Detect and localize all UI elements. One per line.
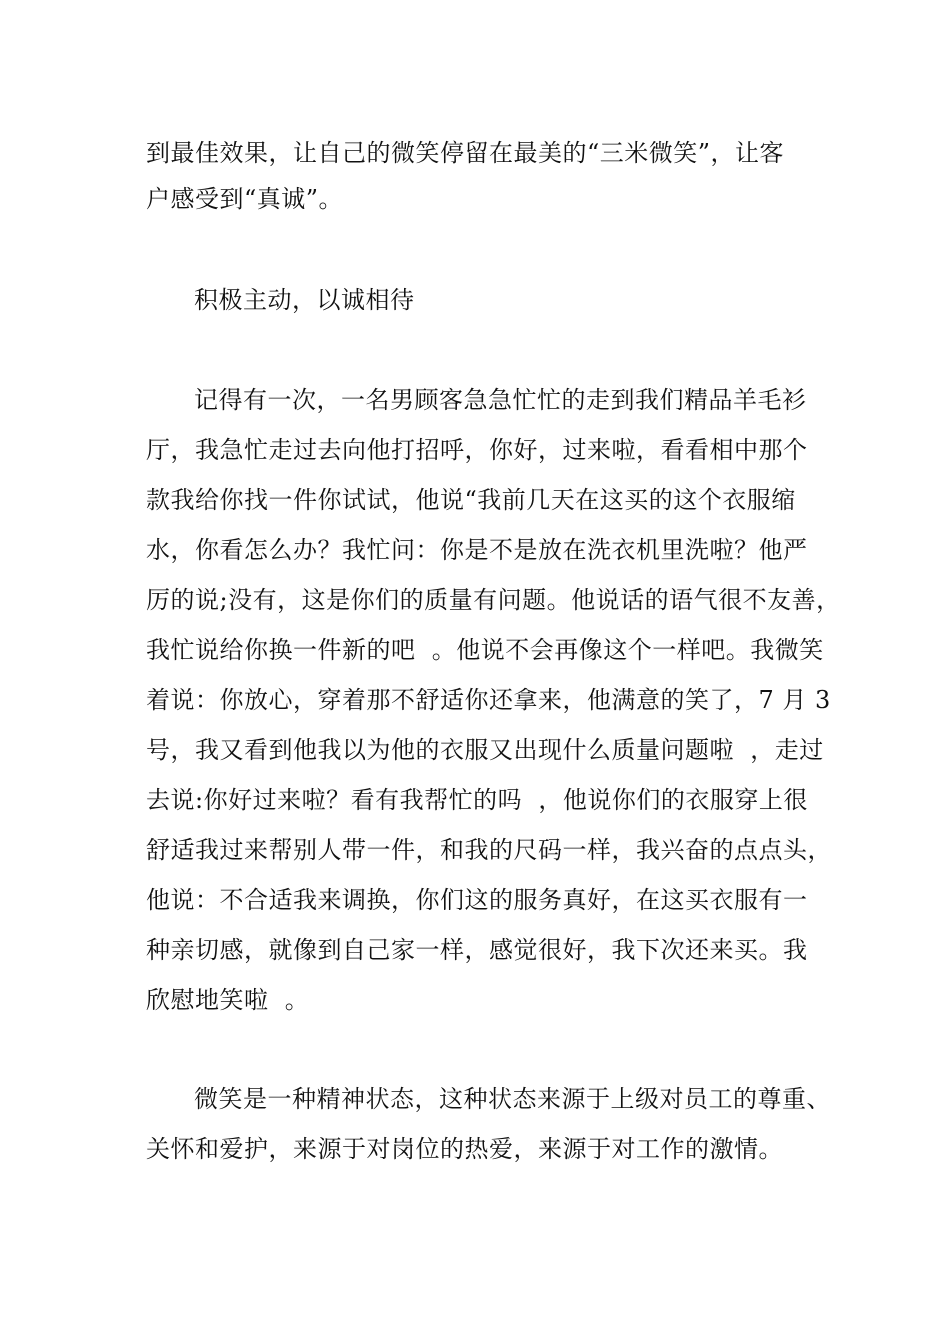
paragraph-2-line-2: 厅，我急忙走过去向他打招呼，你好，过来啦，看看相中那个	[146, 436, 808, 464]
paragraph-2-line-5: 厉的说;没有，这是你们的质量有问题。他说话的语气很不友善，	[146, 586, 841, 614]
paragraph-2-line-10: 舒适我过来帮别人带一件，和我的尺码一样，我兴奋的点点头，	[146, 836, 832, 864]
paragraph-2-line-1: 记得有一次，一名男顾客急急忙忙的走到我们精品羊毛衫	[194, 386, 807, 414]
paragraph-2-line-4: 水，你看怎么办？我忙问：你是不是放在洗衣机里洗啦？他严	[146, 536, 808, 564]
paragraph-2-line-12: 种亲切感，就像到自己家一样，感觉很好，我下次还来买。我	[146, 936, 808, 964]
paragraph-2-line-7: 着说：你放心，穿着那不舒适你还拿来，他满意的笑了，7 月 3	[146, 686, 831, 714]
paragraph-1-line-2: 户感受到“真诚”。	[146, 185, 344, 213]
paragraph-2-line-11: 他说：不合适我来调换，你们这的服务真好，在这买衣服有一	[146, 886, 808, 914]
paragraph-2-line-6: 我忙说给你换一件新的吧 。他说不会再像这个一样吧。我微笑	[146, 636, 824, 664]
section-heading: 积极主动，以诚相待	[194, 286, 415, 314]
paragraph-2-line-9: 去说:你好过来啦？看有我帮忙的吗 ，他说你们的衣服穿上很	[146, 786, 808, 814]
paragraph-1-line-1: 到最佳效果，让自己的微笑停留在最美的“三米微笑”，让客	[146, 139, 785, 167]
paragraph-3-line-1: 微笑是一种精神状态，这种状态来源于上级对员工的尊重、	[194, 1085, 831, 1113]
paragraph-2-line-3: 款我给你找一件你试试，他说“我前几天在这买的这个衣服缩	[146, 486, 796, 514]
paragraph-2-line-8: 号，我又看到他我以为他的衣服又出现什么质量问题啦 ，走过	[146, 736, 824, 764]
paragraph-3-line-2: 关怀和爱护，来源于对岗位的热爱，来源于对工作的激情。	[146, 1135, 783, 1163]
paragraph-2-line-13: 欣慰地笑啦 。	[146, 986, 310, 1014]
